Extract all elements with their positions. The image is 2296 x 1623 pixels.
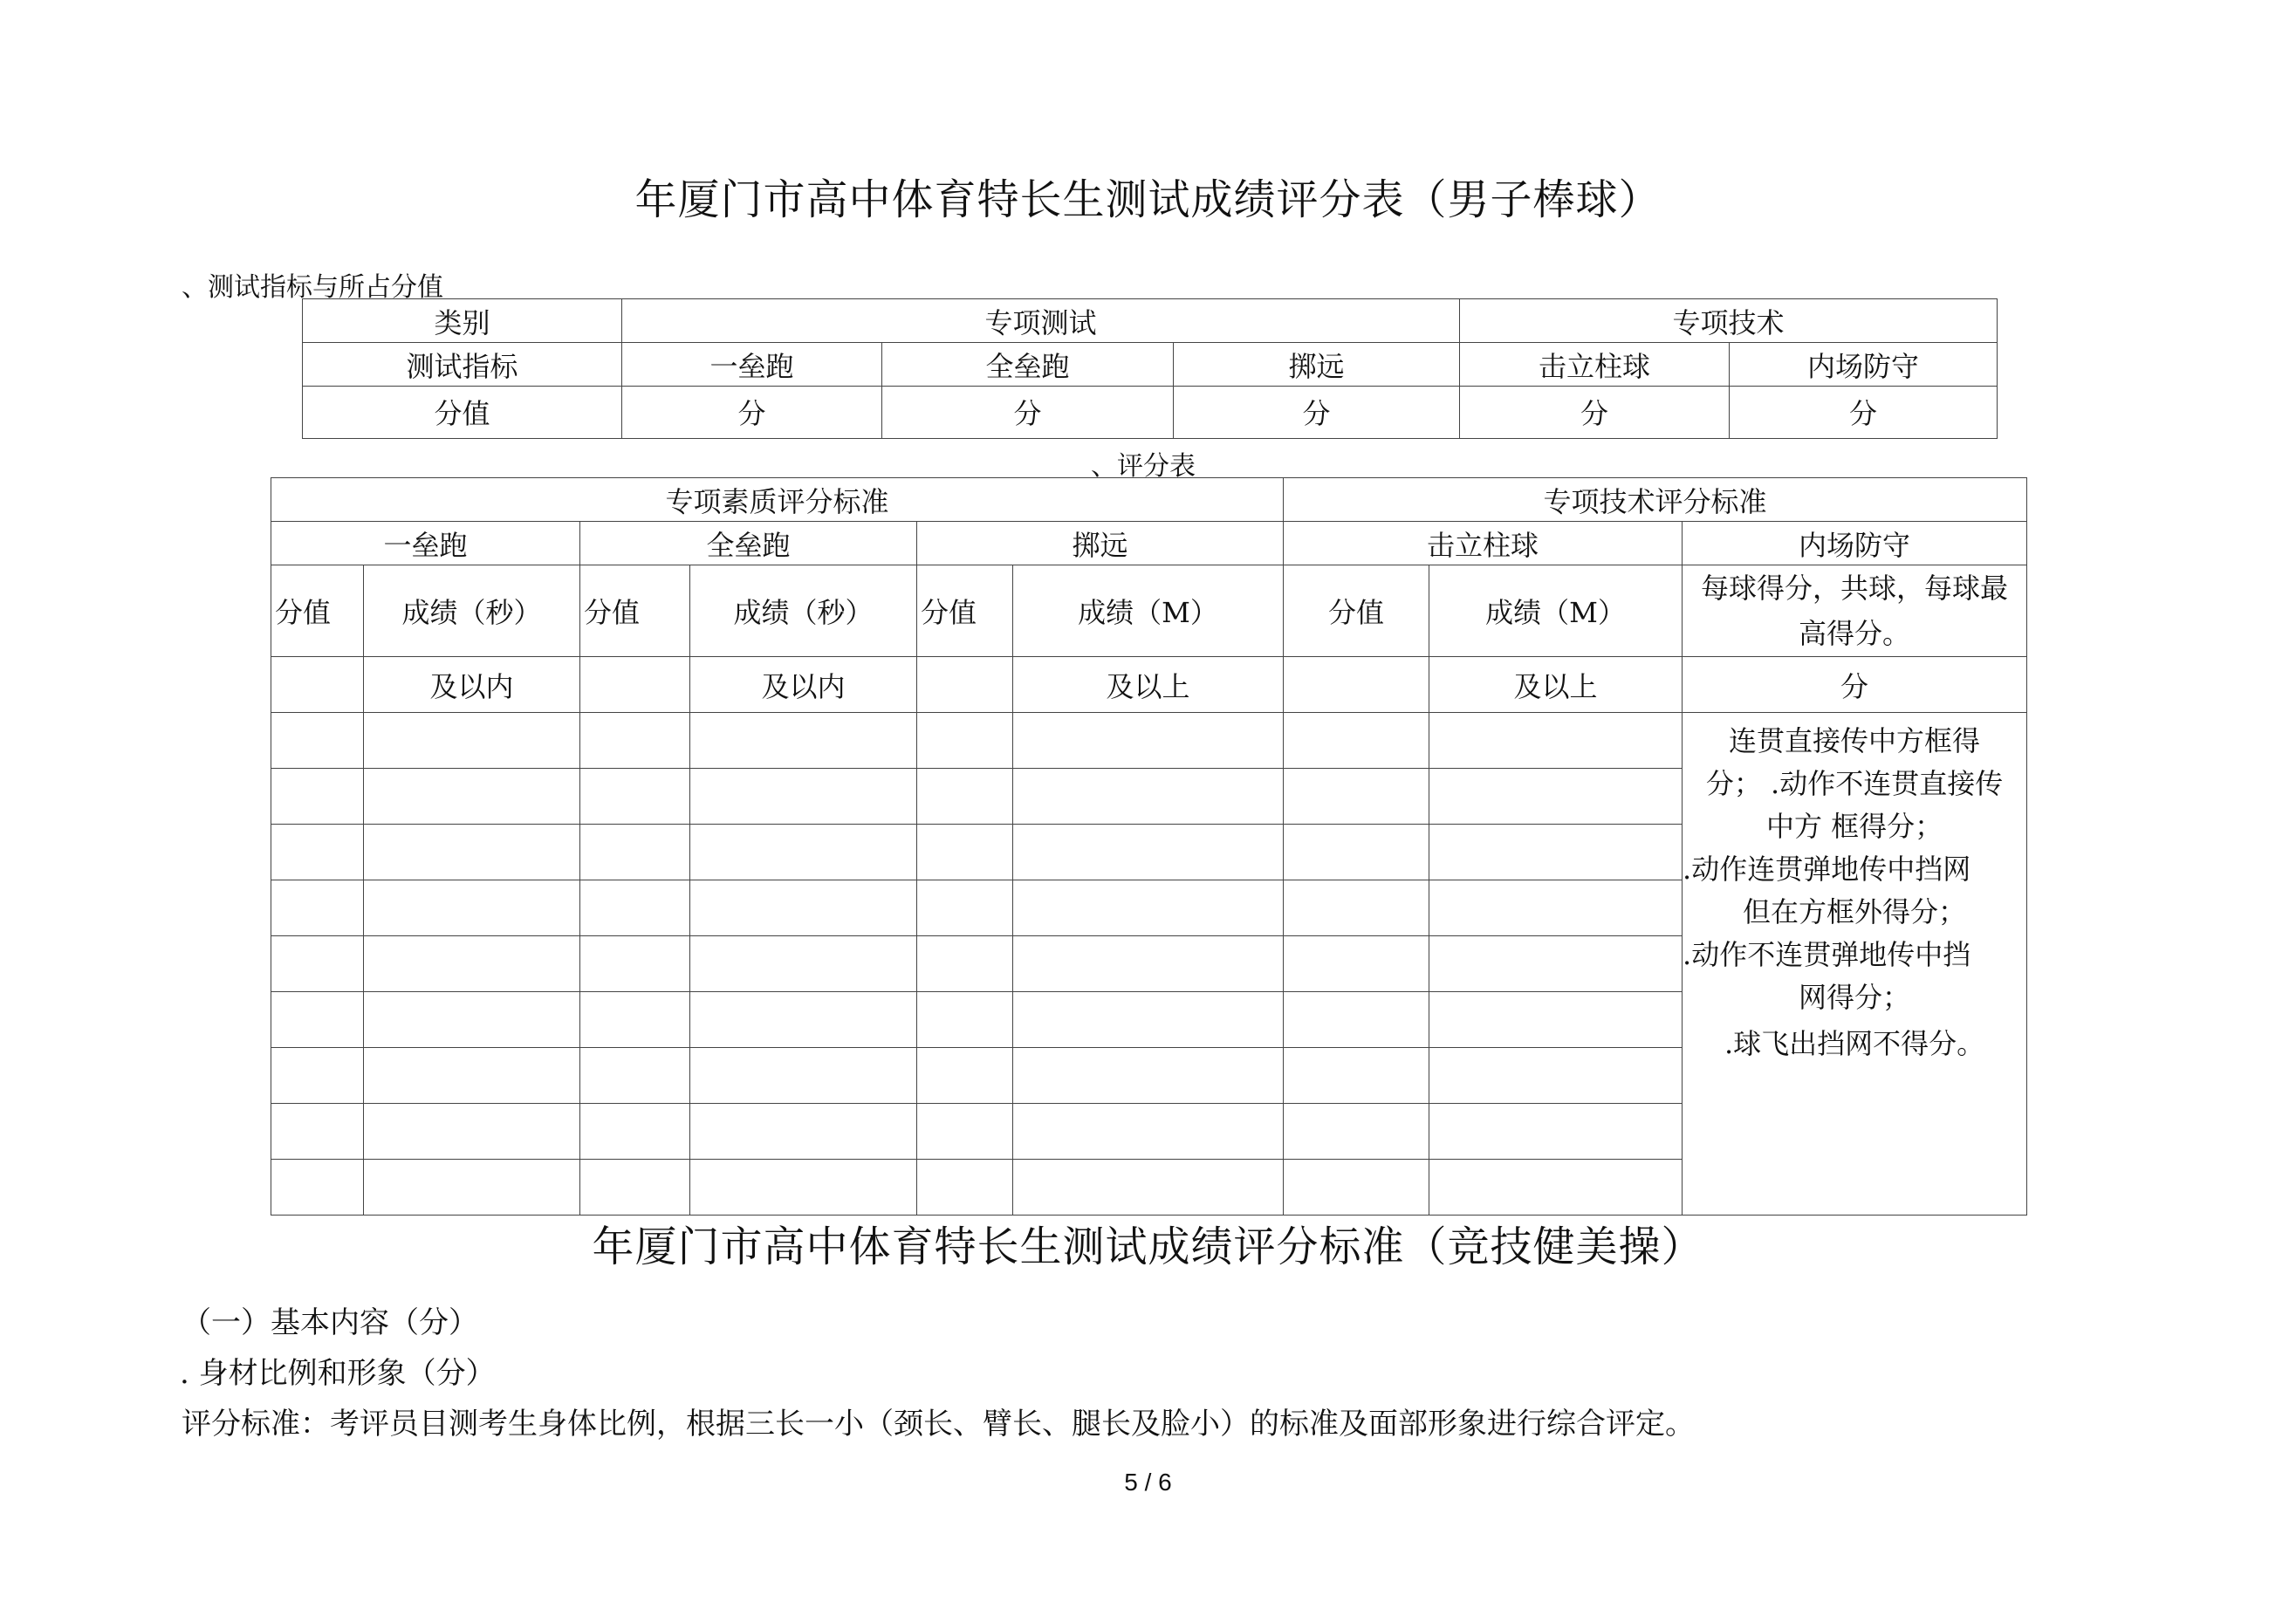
rule-line: 但在方框外得分； (1743, 895, 1967, 928)
col-score: 分值 (580, 565, 690, 657)
indicator-cell: 全垒跑 (882, 343, 1174, 387)
col-score: 分值 (1284, 565, 1429, 657)
score-label: 分值 (303, 387, 622, 439)
rule-line: 连贯直接传中方框得 (1729, 724, 1981, 757)
rule-line: .动作不连贯弹地传中挡 (1683, 938, 1971, 971)
group-skill: 专项技术评分标准 (1284, 478, 2027, 522)
threshold-cell: 及以上 (1013, 657, 1284, 713)
rule-line: .动作连贯弹地传中挡网 (1683, 853, 1971, 886)
table1-score-row (303, 387, 1998, 439)
section-b-heading2: . 身材比例和形象（分） (180, 1356, 496, 1391)
rule-line: 网得分； (1799, 981, 1911, 1014)
section2-label: 、评分表 (1091, 451, 1196, 482)
score-cell: 分 (882, 387, 1174, 439)
indicator-cell: 击立柱球 (1460, 343, 1730, 387)
table1-header-row (303, 299, 1998, 343)
indicator-cell: 掷远 (1174, 343, 1460, 387)
indicator-cell: 内场防守 (1730, 343, 1998, 387)
col-time: 成绩（秒） (690, 565, 917, 657)
score-empty-cell (917, 657, 1013, 713)
indicator-label: 测试指标 (303, 343, 622, 387)
indicator-table (302, 298, 1998, 439)
infield-description: 每球得分，共球，每球最高得分。 (1683, 565, 2027, 657)
table1-indicator-row (303, 343, 1998, 387)
col-time: 成绩（秒） (364, 565, 580, 657)
page-title: 年厦门市高中体育特长生测试成绩评分表（男子棒球） (634, 175, 1662, 224)
threshold-cell: 及以内 (364, 657, 580, 713)
event-cell: 内场防守 (1683, 522, 2027, 565)
score-cell: 分 (622, 387, 882, 439)
threshold-cell: 及以内 (690, 657, 917, 713)
scoring-table (271, 477, 2027, 1216)
rule-line: 分； .动作不连贯直接传 (1705, 767, 2004, 800)
score-empty-cell (1284, 657, 1429, 713)
score-cell: 分 (1460, 387, 1730, 439)
infield-rules-cell (1683, 713, 2027, 1216)
table2-group-row (271, 478, 2027, 522)
table-row (271, 713, 2027, 769)
threshold-cell: 及以上 (1429, 657, 1683, 713)
table2-threshold-row (271, 657, 2027, 713)
group-special-test: 专项测试 (622, 299, 1460, 343)
score-empty-cell (580, 657, 690, 713)
rule-line: 中方 框得分； (1765, 810, 1943, 843)
event-cell: 击立柱球 (1284, 522, 1683, 565)
col-score: 分值 (271, 565, 364, 657)
page-number: 5 / 6 (1124, 1469, 1172, 1496)
table2-column-row (271, 565, 2027, 657)
infield-score-cell: 分 (1683, 657, 2027, 713)
section-b-title: 年厦门市高中体育特长生测试成绩评分标准（竞技健美操） (592, 1222, 1704, 1271)
section1-label: 、测试指标与所占分值 (182, 272, 443, 303)
group-special-skill: 专项技术 (1460, 299, 1998, 343)
col-distance: 成绩（M） (1429, 565, 1683, 657)
event-cell: 掷远 (917, 522, 1284, 565)
group-quality: 专项素质评分标准 (271, 478, 1284, 522)
col-distance: 成绩（M） (1013, 565, 1284, 657)
indicator-cell: 一垒跑 (622, 343, 882, 387)
score-cell: 分 (1730, 387, 1998, 439)
col-score: 分值 (917, 565, 1013, 657)
table2-event-row (271, 522, 2027, 565)
event-cell: 全垒跑 (580, 522, 917, 565)
category-label: 类别 (303, 299, 622, 343)
rule-line: .球飞出挡网不得分。 (1724, 1027, 1985, 1060)
score-empty-cell (271, 657, 364, 713)
section-b-criteria: 评分标准：考评员目测考生身体比例，根据三长一小（颈长、臂长、腿长及脸小）的标准及面部形象进行综合评定。 (182, 1407, 1695, 1442)
score-cell: 分 (1174, 387, 1460, 439)
section-b-heading1: （一）基本内容（分） (182, 1305, 478, 1340)
event-cell: 一垒跑 (271, 522, 580, 565)
